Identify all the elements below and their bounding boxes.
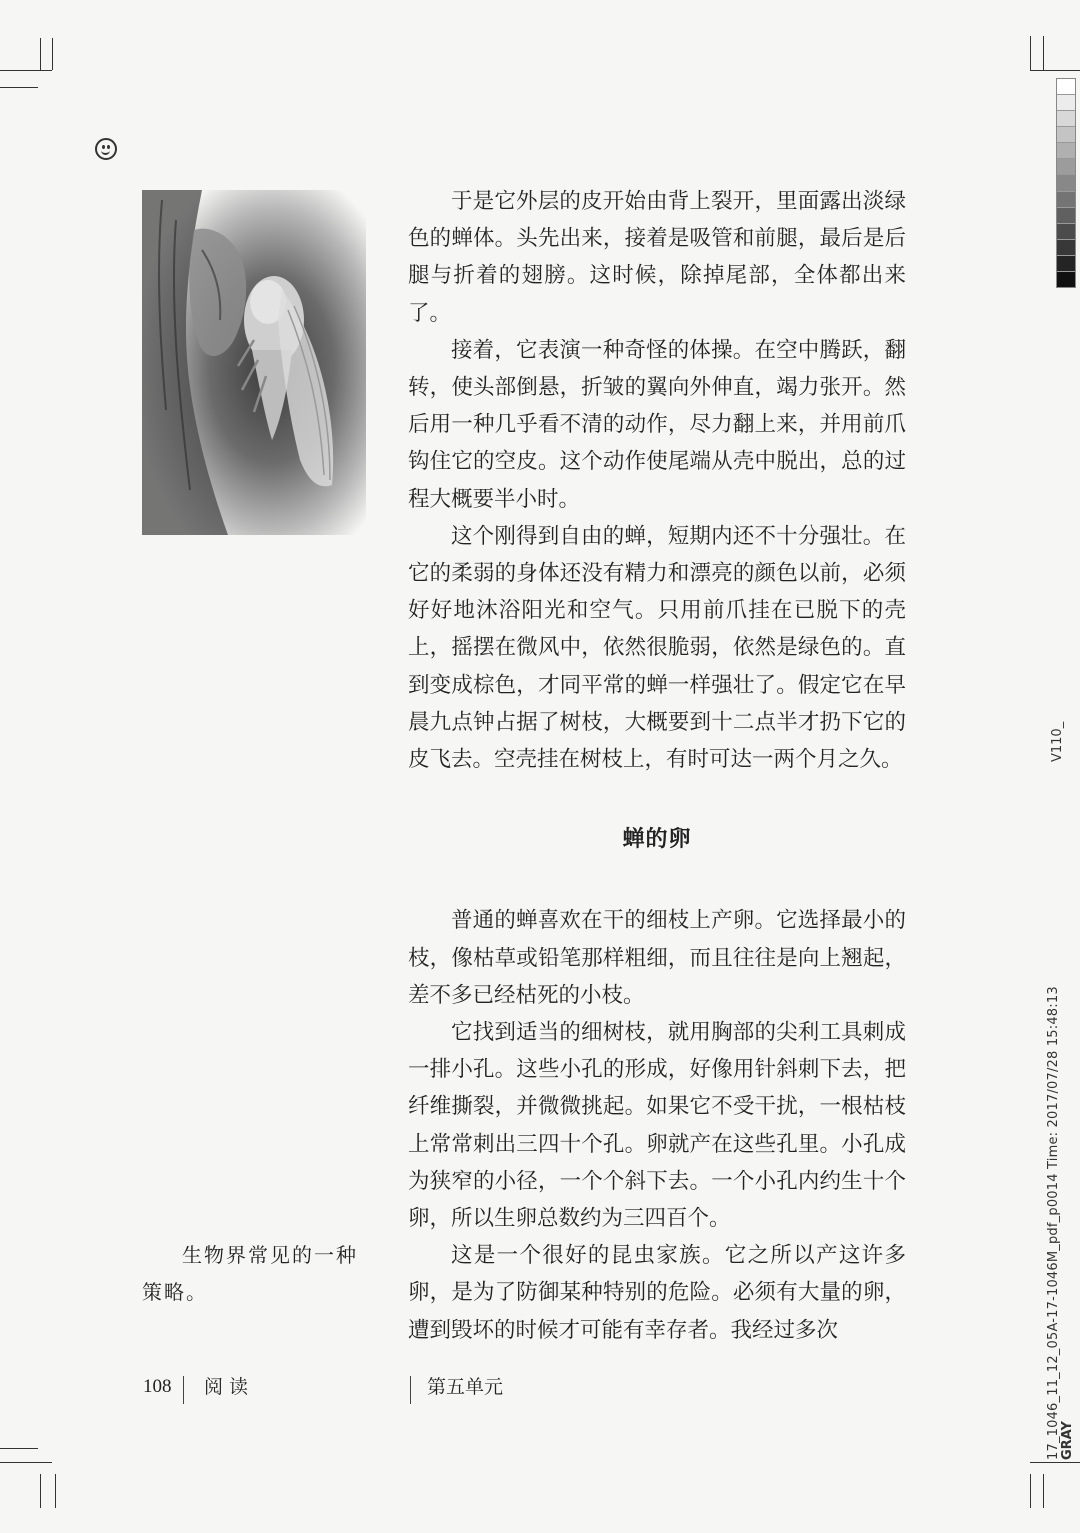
article-paragraph: 接着，它表演一种奇怪的体操。在空中腾跃，翻转，使头部倒悬，折皱的翼向外伸直，竭力张开。然后用一种几乎看不清的动作，尽力翻上来，并用前爪钩住它的空皮。这个动作使尾端从壳中脱出，总的过程大概要半小时。 bbox=[408, 337, 906, 512]
crop-mark bbox=[1030, 1462, 1080, 1463]
crop-mark bbox=[1030, 70, 1080, 71]
article-paragraph: 普通的蝉喜欢在干的细枝上产卵。它选择最小的枝，像枯草或铅笔那样粗细，而且往往是向上翘起，差不多已经枯死的小枝。 bbox=[408, 908, 906, 1008]
crop-mark bbox=[52, 38, 53, 70]
article-paragraph: 这是一个很好的昆虫家族。它之所以产这许多卵，是为了防御某种特别的危险。必须有大量的卵，遭到毁坏的时候才可能有幸存者。我经过多次 bbox=[408, 1243, 906, 1343]
crop-mark bbox=[40, 1474, 41, 1508]
article-body bbox=[408, 183, 906, 1349]
grayscale-calibration-strip bbox=[1056, 78, 1076, 288]
smiley-face-icon bbox=[95, 138, 117, 160]
crop-mark bbox=[0, 1448, 38, 1449]
crop-mark bbox=[1043, 36, 1044, 70]
crop-mark bbox=[1030, 36, 1031, 70]
cicada-molting-photo bbox=[142, 190, 366, 535]
crop-mark bbox=[1030, 1474, 1031, 1508]
crop-mark bbox=[1043, 1474, 1044, 1508]
unit-label: 第五单元 bbox=[427, 1376, 504, 1398]
crop-mark bbox=[40, 38, 41, 70]
crop-mark bbox=[0, 87, 38, 88]
book-label: 阅 读 bbox=[204, 1376, 249, 1398]
article-paragraph: 这个刚得到自由的蝉，短期内还不十分强壮。在它的柔弱的身体还没有精力和漂亮的颜色以前，必须好好地沐浴阳光和空气。只用前爪挂在已脱下的壳上，摇摆在微风中，依然很脆弱，依然是绿色的。直到变成棕色，才同平常的蝉一样强壮了。假定它在早晨九点钟占据了树枝，大概要到十二点半才扔下它的皮飞去。空壳挂在树枝上，有时可达一两个月之久。 bbox=[408, 523, 906, 773]
print-timestamp-line: 17_1046_11_12_05A-17-1046M_pdf_p0014 Time: 2017/07/28 15:48:13 bbox=[1046, 986, 1061, 1460]
crop-mark bbox=[0, 70, 52, 71]
crop-mark bbox=[0, 1462, 52, 1463]
crop-mark bbox=[55, 1474, 56, 1508]
print-side-code: V110_ bbox=[1050, 721, 1065, 762]
article-paragraph: 于是它外层的皮开始由背上裂开，里面露出淡绿色的蝉体。头先出来，接着是吸管和前腿，最后是后腿与折着的翅膀。这时候，除掉尾部，全体都出来了。 bbox=[408, 189, 906, 326]
page-number: 108 bbox=[143, 1376, 172, 1397]
section-title: 蝉的卵 bbox=[622, 827, 692, 853]
article-paragraph: 它找到适当的细树枝，就用胸部的尖利工具刺成一排小孔。这些小孔的形成，好像用针斜刺下去，把纤维撕裂，并微微挑起。如果它不受干扰，一根枯枝上常常刺出三四十个孔。卵就产在这些孔里。小孔成为狭窄的小径，一个个斜下去。一个小孔内约生十个卵，所以生卵总数约为三四百个。 bbox=[408, 1020, 906, 1232]
print-color-mode: GRAY bbox=[1060, 1421, 1075, 1460]
margin-note: 生物界常见的一种策略。 bbox=[142, 1243, 358, 1304]
